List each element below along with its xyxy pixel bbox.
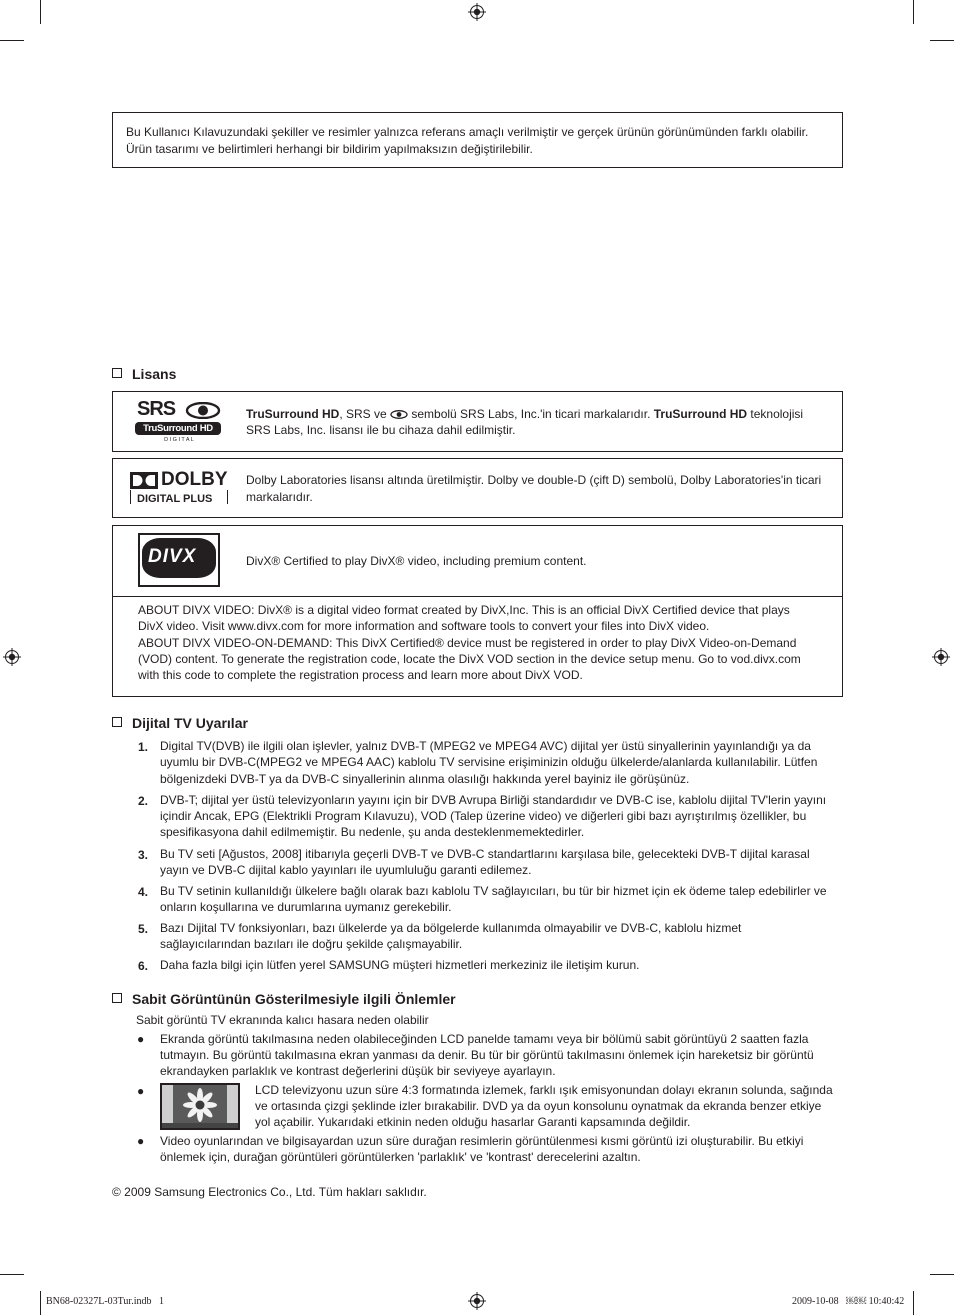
crop-mark [930, 40, 954, 41]
bullet-line: önlemek için, durağan görüntüleri görüntülerken 'parlaklık' ve 'kontrast' derecelerini azaltın. [160, 1150, 641, 1164]
list-item-line: Bazı Dijital TV fonksiyonları, bazı ülkelerde ya da bölgelerde kullanımda olmayabilir ve DVB-C, kablolu hizmet [160, 921, 742, 935]
bullet-line: LCD televizyonu uzun süre 4:3 formatında izlemek, farklı ışık emisyonundan dolayı ekranın solunda, sağında [255, 1083, 833, 1097]
checkbox-square-icon [112, 717, 122, 727]
divx-logo: DIVX [138, 533, 220, 587]
bullet-line: Ekranda görüntü takılmasına neden olabileceğinden LCD panelde tamamı veya bir bölümü sabit görüntüyü 2 saatten fazla [160, 1032, 809, 1046]
divx-license-box [112, 525, 843, 697]
list-item-line: uyumlu bir DVB-C(MPEG2 ve MPEG4 AAC) kablolu TV servisine erişiminizin olduğu ülkelerde/alanlarda kullanılabilir. Lütfen [160, 755, 818, 769]
double-d-icon [130, 472, 158, 489]
crop-mark [0, 1274, 24, 1275]
disclaimer-line: Bu Kullanıcı Kılavuzundaki şekiller ve resimler yalnızca referans amaçlı verilmiştir ve gerçek ürünün görünümünden farklı olabilir. [126, 125, 809, 139]
divx-about-line: ABOUT DIVX VIDEO: DivX® is a digital video format created by DivX,Inc. This is an official DivX Certified device that plays [138, 603, 790, 617]
divx-certified-text: DivX® Certified to play DivX® video, including premium content. [246, 554, 587, 568]
divx-about-line: with this code to complete the registration process and learn more about DivX VOD. [138, 668, 583, 682]
list-item-line: Bu TV setinin kullanıldığı ülkelere bağlı olarak bazı kablolu TV sağlayıcıları, bu tür bir hizmet için ek ödeme talep edebilirler ve [160, 884, 827, 898]
checkbox-square-icon [112, 993, 122, 1003]
list-item-line: DVB-T; dijital yer üstü televizyonların yayını için bir DVB Avrupa Birliği standardıdır ve DVB-C ise, kablolu dijital TV'lerin yayını [160, 793, 827, 807]
list-item-line: spesifikasyona dahil edilmemiştir. Bu nedenle, şu anda desteklenmemektedirler. [160, 825, 585, 839]
registration-mark-icon [468, 1292, 486, 1310]
list-number: 4. [138, 885, 149, 899]
tv-flower-image [160, 1083, 240, 1130]
bullet-line: tutmayın. Bu görüntü takılmasına ekran yanması da denir. Bu tür bir görüntü takılmasını önlemek için hareketsiz bir görüntü [160, 1048, 814, 1062]
list-item-line: onların koşullarına ve durumlarına uymanız gerekebilir. [160, 900, 452, 914]
dolby-text-line: Dolby Laboratories lisansı altında üretilmiştir. Dolby ve double-D (çift D) sembolü, Dolby Laboratories'in ticari [246, 473, 822, 487]
dolby-license-box [112, 458, 843, 518]
divx-about-line: (VOD) content. To generate the registration code, locate the DivX VOD section in the device setup menu. Go to vod.divx.com [138, 652, 801, 666]
disclaimer-box [112, 112, 843, 168]
bullet-line: ekrandayken parlaklık ve kontrast değerlerini düşük bir seviyeye ayarlayın. [160, 1064, 556, 1078]
crop-mark [930, 1274, 954, 1275]
list-number: 2. [138, 794, 149, 808]
list-item-line: yayın ve DVB-C dijital kablo yayınları ile uyumluluğu garanti edilemez. [160, 863, 532, 877]
crop-mark [913, 0, 914, 24]
crop-mark [40, 0, 41, 24]
crop-mark [0, 40, 24, 41]
list-item-line: içindir Ancak, EPG (Elektrikli Program Kılavuzu), VOD (Talep üzerine video) ve diğerleri gibi bazı ayrıştırılmış özellikler, bu [160, 809, 807, 823]
srs-text-line: TruSurround HD, SRS ve sembolü SRS Labs, Inc.'in ticari markalarıdır. TruSurround HD teknolojisi [246, 407, 804, 421]
crop-mark [40, 1291, 41, 1315]
list-number: 3. [138, 848, 149, 862]
list-item-line: bölgenizdeki DVB-T ya da DVB-C sinyallerinin alınma olasılığı hakkında yerel bayiniz ile görüşünüz. [160, 772, 690, 786]
srs-text-line: SRS Labs, Inc. lisansı ile bu cihaza dahil edilmiştir. [246, 423, 516, 437]
bullet-icon: ● [137, 1134, 145, 1148]
bullet-line: ve ortasında çizgi şeklinde izler bırakabilir. DVD ya da oyun konsolunu oynatmak da ekranda benzer etkiye [255, 1099, 822, 1113]
list-item-line: sağlayıcılarından bazıları ile doğru şekilde çalışmayabilir. [160, 937, 463, 951]
divx-divider [113, 596, 842, 597]
list-number: 5. [138, 922, 149, 936]
srs-symbol-icon [390, 410, 408, 419]
srs-circle-symbol-icon [185, 402, 221, 419]
list-item-line: Digital TV(DVB) ile ilgili olan işlevler, yalnız DVB-T (MPEG2 ve MPEG4 AVC) dijital yer üstü sinyallerinin yayınlandığı ya da [160, 739, 811, 753]
registration-mark-icon [3, 648, 21, 666]
checkbox-square-icon [112, 368, 122, 378]
copyright-text: © 2009 Samsung Electronics Co., Ltd. Tüm hakları saklıdır. [112, 1185, 427, 1199]
section-heading-still-image: Sabit Görüntünün Gösterilmesiyle ilgili Önlemler [112, 991, 456, 1007]
dolby-text-line: markalarıdır. [246, 490, 313, 504]
section-heading-digital-tv: Dijital TV Uyarılar [112, 715, 248, 731]
divx-about-line: ABOUT DIVX VIDEO-ON-DEMAND: This DivX Certified® device must be registered in order to play DivX Video-on-Demand [138, 636, 797, 650]
list-item-line: Daha fazla bilgi için lütfen yerel SAMSUNG müşteri hizmetleri merkeziniz ile iletişim kurun. [160, 958, 640, 972]
still-image-intro: Sabit görüntü TV ekranında kalıcı hasara neden olabilir [136, 1013, 429, 1027]
section-heading-license: Lisans [112, 366, 176, 382]
srs-license-box [112, 391, 843, 452]
dolby-logo: DOLBY DIGITAL PLUS [130, 470, 230, 508]
bullet-line: Video oyunlarından ve bilgisayardan uzun süre durağan resimlerin görüntülenmesi kısmi görüntü izi oluşturabilir. Bu etkiyi [160, 1134, 804, 1148]
print-footer-left: BN68-02327L-03Tur.indb 1 [46, 1296, 164, 1307]
bullet-line: yol açabilir. Yukarıdaki etkinin neden olduğu hasarlar Garanti kapsamında değildir. [255, 1115, 691, 1129]
trusurround-badge: TruSurround HD [135, 422, 221, 435]
disclaimer-line: Ürün tasarımı ve belirtimleri herhangi bir bildirim yapılmaksızın değiştirilebilir. [126, 142, 533, 156]
list-number: 6. [138, 959, 149, 973]
crop-mark [913, 1291, 914, 1315]
list-number: 1. [138, 740, 149, 754]
list-item-line: Bu TV seti [Ağustos, 2008] itibarıyla geçerli DVB-T ve DVB-C standartlarını karşılasa bile, gelecekteki DVB-T dijital karasal [160, 847, 810, 861]
srs-logo: SRS TruSurround HD D I G I T A L [135, 400, 223, 444]
bullet-icon: ● [137, 1032, 145, 1046]
registration-mark-icon [932, 648, 950, 666]
divx-about-line: DivX video. Visit www.divx.com for more information and software tools to convert your files into DivX video. [138, 619, 710, 633]
print-footer-right: 2009-10-08 ￼￼ 10:40:42 [792, 1296, 905, 1307]
registration-mark-icon [468, 3, 486, 21]
bullet-icon: ● [137, 1084, 145, 1098]
